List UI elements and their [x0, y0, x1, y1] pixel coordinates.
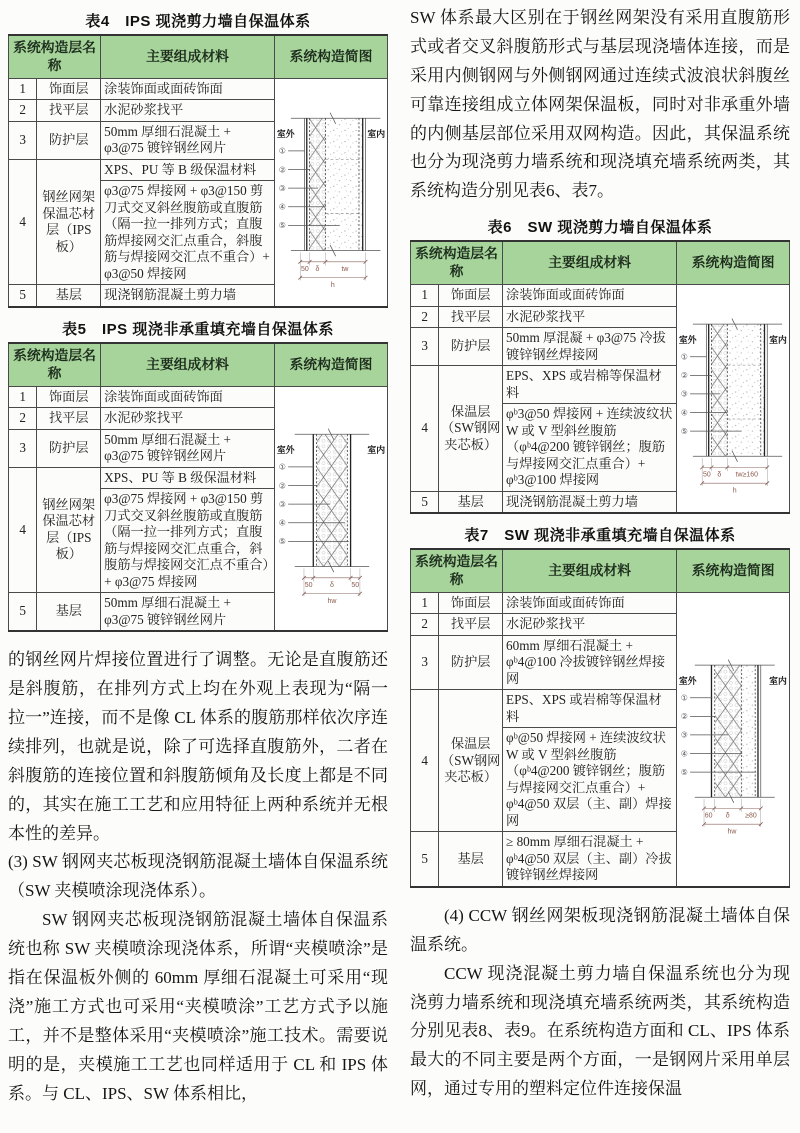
- row-no: 5: [9, 285, 37, 307]
- row-material: ≥ 80mm 厚细石混凝土 + φᵇ4@50 双层（主、副）冷拔镀锌钢丝焊接网: [503, 832, 677, 887]
- row-name: 找平层: [439, 306, 503, 328]
- row-material: 现浇钢筋混凝土剪力墙: [503, 491, 677, 513]
- table7-header-material: 主要组成材料: [503, 549, 677, 592]
- row-material: φᵇ@50 焊接网 + 连续波纹状 W 或 V 型斜丝腹筋（φᵇ4@200 镀锌钢丝；腹筋与焊接网交汇点重合）+ φᵇ4@50 双层（主、副）焊接网: [503, 728, 677, 832]
- dim-50: 50: [300, 265, 309, 273]
- dim-50-right: 50: [351, 581, 360, 589]
- row-no: 3: [9, 121, 37, 159]
- callout-2: ②: [681, 711, 689, 721]
- row-material: 涂装饰面或面砖饰面: [101, 78, 275, 100]
- table4-title: 表4 IPS 现浇剪力墙自保温体系: [85, 13, 311, 30]
- row-name: 基层: [37, 285, 101, 307]
- row-no: 3: [9, 429, 37, 467]
- table5-header-diagram: 系统构造简图: [274, 343, 387, 386]
- row-no: 1: [411, 592, 439, 614]
- row-name: 防护层: [37, 429, 101, 467]
- table6-header-material: 主要组成材料: [503, 241, 677, 284]
- dim-50-left: 50: [304, 581, 313, 589]
- dim-tw: tw: [341, 265, 349, 273]
- callout-4: ④: [681, 408, 689, 418]
- dim-delta: δ: [315, 265, 320, 273]
- row-name: 保温层（SW钢网夹芯板）: [439, 366, 503, 492]
- table6-title: 表6 SW 现浇剪力墙自保温体系: [487, 219, 713, 237]
- row-name: 钢丝网架保温芯材层（IPS板）: [37, 467, 101, 593]
- dim-total: h: [330, 281, 335, 289]
- dim-delta: δ: [726, 812, 730, 820]
- table4: [8, 34, 388, 308]
- row-name: 基层: [439, 832, 503, 887]
- row-material: 50mm 厚混凝 + φ3@75 冷拔镀锌钢丝焊接网: [503, 328, 677, 366]
- row-material: 60mm 厚细石混凝土 + φᵇ4@100 冷拔镀锌钢丝焊接网: [503, 635, 677, 690]
- row-material: 涂装饰面或面砖饰面: [101, 386, 275, 408]
- wall-section-diagram-shear: [276, 94, 386, 292]
- callout-4: ④: [681, 749, 689, 759]
- row-material: φ3@75 焊接网 + φ3@150 剪刀式交叉斜丝腹筋或直腹筋（隔一拉一排列方式；直腹筋与焊接网交汇点重合，斜腹筋与焊接网交汇点不重合）+ φ3@75 焊接网: [101, 489, 275, 593]
- wall-section-diagram-fill: [678, 641, 788, 838]
- row-no: 4: [411, 690, 439, 832]
- table5-header-material: 主要组成材料: [101, 343, 275, 386]
- callout-2: ②: [278, 480, 286, 490]
- callout-5: ⑤: [681, 767, 689, 777]
- row-no: 2: [411, 306, 439, 328]
- callout-3: ③: [681, 389, 689, 399]
- callout-2: ②: [278, 164, 286, 174]
- table6-header-diagram: 系统构造简图: [677, 241, 790, 284]
- label-inside: 室内: [769, 334, 788, 345]
- row-name: 防护层: [37, 121, 101, 159]
- table-row: [411, 285, 790, 307]
- row-no: 4: [411, 366, 439, 492]
- row-name: 找平层: [439, 614, 503, 636]
- dim-total: h: [733, 487, 737, 495]
- dim-delta: δ: [329, 581, 334, 589]
- table-row: [9, 78, 388, 100]
- row-material: XPS、PU 等 B 级保温材料: [101, 159, 275, 181]
- table4-header-diagram: 系统构造简图: [274, 35, 387, 78]
- table6-header-layer: 系统构造层名称: [411, 241, 503, 284]
- row-material: 涂装饰面或面砖饰面: [503, 592, 677, 614]
- callout-1: ①: [278, 462, 286, 472]
- row-name: 基层: [37, 593, 101, 632]
- dim-total: hw: [727, 828, 737, 836]
- table6-diagram-cell: [677, 285, 790, 514]
- callout-3: ③: [278, 183, 286, 193]
- table5-diagram-cell: [274, 386, 387, 631]
- callout-5: ⑤: [681, 426, 689, 436]
- row-material: EPS、XPS 或岩棉等保温材料: [503, 366, 677, 404]
- table7-diagram-cell: [677, 592, 790, 887]
- callout-5: ⑤: [278, 220, 286, 230]
- callout-1: ①: [278, 146, 286, 156]
- row-no: 2: [9, 408, 37, 430]
- row-material: 水泥砂浆找平: [101, 100, 275, 122]
- label-inside: 室内: [367, 444, 386, 455]
- row-no: 5: [411, 491, 439, 513]
- callout-3: ③: [681, 730, 689, 740]
- callout-3: ③: [278, 499, 286, 509]
- row-no: 4: [9, 159, 37, 285]
- table4-header-layer: 系统构造层名称: [9, 35, 101, 78]
- row-name: 防护层: [439, 328, 503, 366]
- row-no: 1: [9, 78, 37, 100]
- row-name: 基层: [439, 491, 503, 513]
- row-name: 饰面层: [37, 78, 101, 100]
- table4-header-material: 主要组成材料: [101, 35, 275, 78]
- row-material: 水泥砂浆找平: [101, 408, 275, 430]
- label-outside: 室外: [276, 444, 295, 455]
- row-no: 3: [411, 328, 439, 366]
- paragraph: (4) CCW 钢丝网架板现浇钢筋混凝土墙体自保温系统。: [410, 905, 790, 954]
- table-row: [9, 386, 388, 408]
- table7-header-layer: 系统构造层名称: [411, 549, 503, 592]
- row-no: 4: [9, 467, 37, 593]
- callout-1: ①: [681, 352, 689, 362]
- label-outside: 室外: [679, 675, 697, 686]
- left-column: [8, 4, 388, 1133]
- row-material: 水泥砂浆找平: [503, 306, 677, 328]
- row-material: φᵇ3@50 焊接网 + 连续波纹状 W 或 V 型斜丝腹筋（φᵇ4@200 镀锌钢丝；腹筋与焊接网交汇点重合）+ φᵇ3@100 焊接网: [503, 404, 677, 492]
- row-name: 找平层: [37, 100, 101, 122]
- row-name: 找平层: [37, 408, 101, 430]
- dim-60: 60: [705, 812, 713, 820]
- table7-header-diagram: 系统构造简图: [677, 549, 790, 592]
- label-outside: 室外: [276, 128, 295, 139]
- callout-1: ①: [681, 693, 689, 703]
- row-name: 钢丝网架保温芯材层（IPS板）: [37, 159, 101, 285]
- row-material: 水泥砂浆找平: [503, 614, 677, 636]
- right-column: [410, 4, 790, 1133]
- dim-50: 50: [703, 471, 711, 479]
- row-material: 50mm 厚细石混凝土 + φ3@75 镀锌钢丝网片: [101, 121, 275, 159]
- row-material: 涂装饰面或面砖饰面: [503, 285, 677, 307]
- row-material: 50mm 厚细石混凝土 + φ3@75 镀锌钢丝网片: [101, 429, 275, 467]
- paragraph: CCW 现浇混凝土剪力墙自保温系统也分为现浇剪力墙系统和现浇填充墙系统两类，其系统构造分别见表8、表9。在系统构造方面和 CL、IPS 体系最大的不同主要是两个方面，一是钢网片采用单层网，通过专用的塑料定位件连接保温: [410, 963, 790, 1099]
- paragraph: 的钢丝网片焊接位置进行了调整。无论是直腹筋还是斜腹筋，在排列方式上均在外观上表现为“隔一拉一”连接，而不是像 CL 体系的腹筋那样依次序连续排列，也就是说，除了可选择直腹筋外，二者在斜腹筋的连接位置和斜腹筋倾角及长度上都是不同的，其实在施工工艺和应用特征上两种系统并无根本性的差异。: [8, 650, 388, 843]
- table6: [410, 240, 790, 514]
- callout-4: ④: [278, 518, 286, 528]
- table5-title: 表5 IPS 现浇非承重填充墙自保温体系: [62, 320, 334, 338]
- row-no: 5: [411, 832, 439, 887]
- row-material: 现浇钢筋混凝土剪力墙: [101, 285, 275, 307]
- row-material: 50mm 厚细石混凝土 + φ3@75 镀锌钢丝网片: [101, 593, 275, 632]
- dim-delta: δ: [717, 471, 722, 479]
- row-no: 2: [9, 100, 37, 122]
- paragraph: SW 体系最大区别在于钢丝网架没有采用直腹筋形式或者交叉斜腹筋形式与基层现浇墙体连接，而是采用内侧钢网与外侧钢网通过连续式波浪状斜腹丝可靠连接组成立体网架保温板，同时对非承重外墙的内侧基层部位采用双网构造。因此，其保温系统也分为现浇剪力墙系统和现浇填充墙系统两类，其系统构造分别见表6、表7。: [410, 8, 790, 201]
- callout-5: ⑤: [278, 536, 286, 546]
- wall-section-diagram-shear: [678, 300, 788, 497]
- row-name: 饰面层: [439, 592, 503, 614]
- table-row: [411, 592, 790, 614]
- table7-title: 表7 SW 现浇非承重填充墙自保温体系: [464, 527, 736, 545]
- label-outside: 室外: [679, 334, 697, 345]
- row-no: 1: [411, 285, 439, 307]
- row-material: EPS、XPS 或岩棉等保温材料: [503, 690, 677, 728]
- row-material: φ3@75 焊接网 + φ3@150 剪刀式交叉斜丝腹筋或直腹筋（隔一拉一排列方式；直腹筋焊接网交汇点重合，斜腹筋与焊接网交汇点不重合）+ φ3@50 焊接网: [101, 181, 275, 285]
- table4-diagram-cell: [274, 78, 387, 307]
- row-no: 2: [411, 614, 439, 636]
- paragraph: SW 钢网夹芯板现浇钢筋混凝土墙体自保温系统也称 SW 夹模喷涂现浇体系，所谓“夹模喷涂”是指在保温板外侧的 60mm 厚细石混凝土可采用“现浇”施工方式也可采用“夹模喷涂”工艺方式予以施工，并不是整体采用“夹模喷涂”施工技术。需要说明的是，夹模施工工艺也同样适用于 CL 和 IPS 体系。与 CL、IPS、SW 体系相比，: [8, 910, 388, 1103]
- paragraph: (3) SW 钢网夹芯板现浇钢筋混凝土墙体自保温系统（SW 夹模喷涂现浇体系）。: [8, 852, 388, 901]
- dim-ge80: ≥80: [745, 812, 758, 820]
- table5: [8, 342, 388, 632]
- table7: [410, 548, 790, 888]
- label-inside: 室内: [769, 675, 788, 686]
- row-no: 3: [411, 635, 439, 690]
- callout-4: ④: [278, 202, 286, 212]
- row-material: XPS、PU 等 B 级保温材料: [101, 467, 275, 489]
- callout-2: ②: [681, 371, 689, 381]
- dim-total: hw: [327, 597, 337, 605]
- row-no: 1: [9, 386, 37, 408]
- table5-header-layer: 系统构造层名称: [9, 343, 101, 386]
- row-name: 饰面层: [37, 386, 101, 408]
- label-inside: 室内: [367, 128, 386, 139]
- wall-section-diagram-fill: [276, 410, 386, 608]
- row-name: 保温层（SW钢网夹芯板）: [439, 690, 503, 832]
- row-name: 饰面层: [439, 285, 503, 307]
- dim-tw: tw≥160: [735, 471, 759, 479]
- row-name: 防护层: [439, 635, 503, 690]
- row-no: 5: [9, 593, 37, 632]
